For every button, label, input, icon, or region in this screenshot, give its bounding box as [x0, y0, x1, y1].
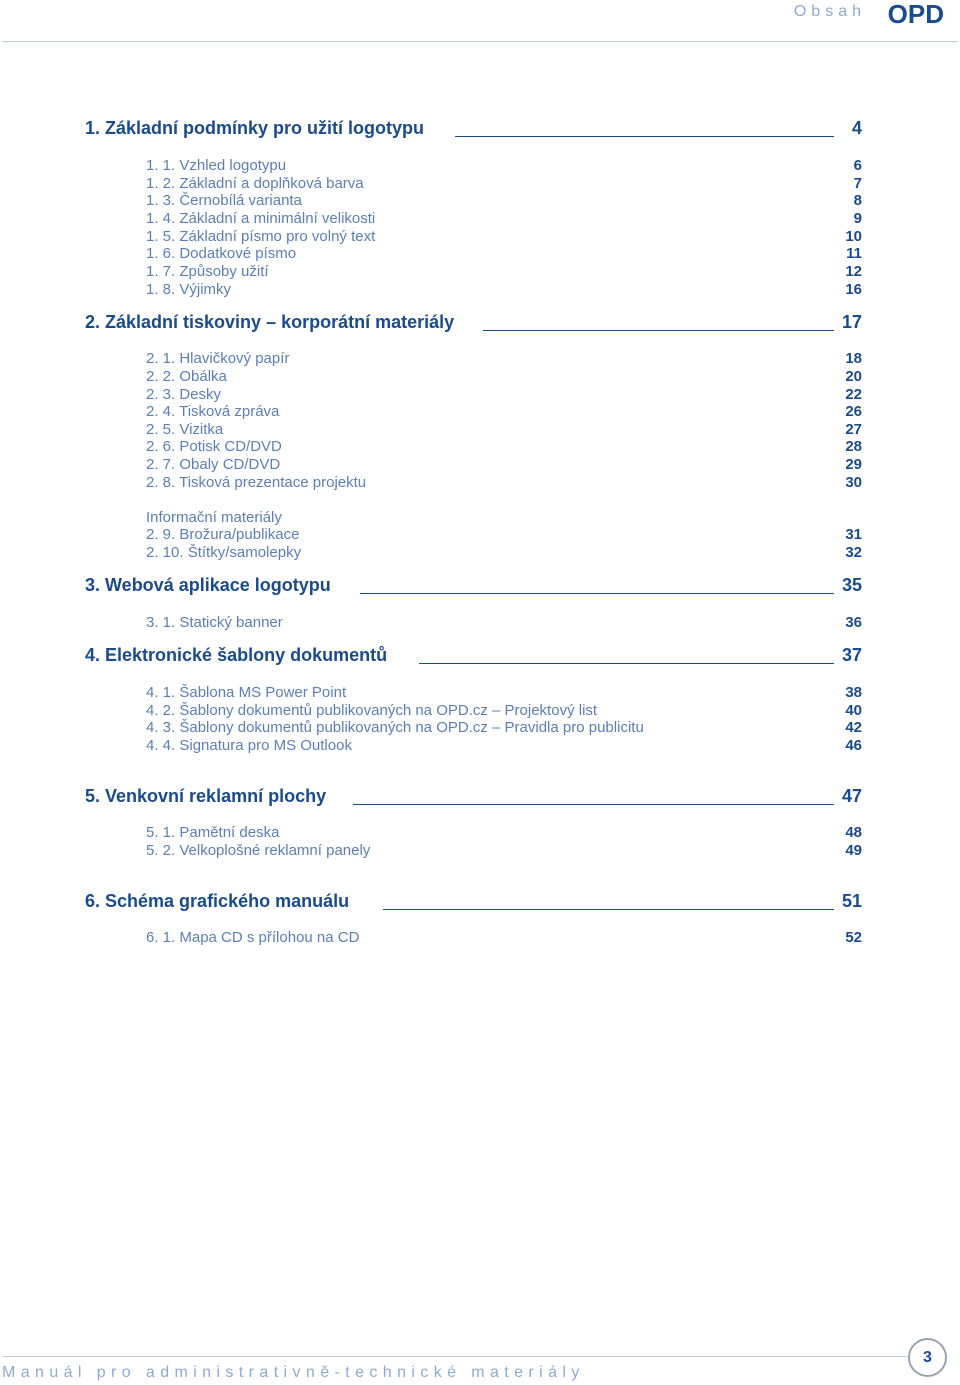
item-page: 8: [853, 192, 862, 209]
page-number-badge: 3: [908, 1338, 947, 1377]
item-title: 2. 8. Tisková prezentace projektu: [146, 474, 367, 491]
item-page: 16: [845, 281, 862, 298]
subheading: Informační materiály: [146, 509, 282, 526]
toc-item[interactable]: [146, 350, 862, 368]
item-page: 28: [845, 438, 862, 455]
item-title: 4. 1. Šablona MS Power Point: [146, 684, 347, 701]
toc-item[interactable]: [146, 456, 862, 474]
item-title: 2. 4. Tisková zpráva: [146, 403, 280, 420]
toc-item[interactable]: [146, 614, 862, 632]
item-title: 1. 2. Základní a doplňková barva: [146, 175, 364, 192]
item-title: 1. 5. Základní písmo pro volný text: [146, 228, 376, 245]
section-title: 2. Základní tiskoviny – korporátní materiály: [85, 312, 455, 332]
page-header: [0, 0, 960, 42]
item-title: 2. 5. Vizitka: [146, 421, 224, 438]
item-page: 12: [845, 263, 862, 280]
leader-line: [383, 909, 834, 910]
leader-line: [353, 804, 834, 805]
item-page: 40: [845, 702, 862, 719]
section-page: 51: [841, 891, 862, 911]
toc-item[interactable]: [146, 192, 862, 210]
item-title: 1. 4. Základní a minimální velikosti: [146, 210, 376, 227]
item-title: 2. 2. Obálka: [146, 368, 227, 385]
item-page: 11: [846, 245, 862, 262]
section-title: 6. Schéma grafického manuálu: [85, 891, 350, 911]
toc-item[interactable]: [146, 526, 862, 544]
toc-item[interactable]: [146, 702, 862, 720]
item-page: 6: [853, 157, 862, 174]
toc-item[interactable]: [146, 175, 862, 193]
toc-item[interactable]: [146, 719, 862, 737]
toc-item[interactable]: [146, 544, 862, 562]
header-divider: [2, 41, 958, 42]
item-title: 4. 4. Signatura pro MS Outlook: [146, 737, 352, 754]
section-title: 4. Elektronické šablony dokumentů: [85, 645, 388, 665]
toc-item[interactable]: [146, 474, 862, 492]
section-title: 5. Venkovní reklamní plochy: [85, 786, 327, 806]
item-title: 2. 10. Štítky/samolepky: [146, 544, 302, 561]
item-title: 1. 3. Černobílá varianta: [146, 192, 302, 209]
item-title: 2. 9. Brožura/publikace: [146, 526, 300, 543]
item-page: 18: [845, 350, 862, 367]
toc-section-6[interactable]: [85, 891, 862, 915]
item-page: 32: [845, 544, 862, 561]
toc-section-3[interactable]: [85, 575, 862, 599]
toc-item[interactable]: [146, 368, 862, 386]
item-page: 29: [845, 456, 862, 473]
item-page: 10: [845, 228, 862, 245]
toc-item[interactable]: [146, 245, 862, 263]
item-title: 1. 6. Dodatkové písmo: [146, 245, 297, 262]
item-title: 2. 6. Potisk CD/DVD: [146, 438, 282, 455]
section-title: 3. Webová aplikace logotypu: [85, 575, 331, 595]
item-page: 27: [845, 421, 862, 438]
toc-item[interactable]: [146, 421, 862, 439]
footer-divider: [2, 1356, 908, 1357]
section-page: 37: [841, 645, 862, 665]
item-title: 4. 2. Šablony dokumentů publikovaných na OPD.cz – Projektový list: [146, 702, 598, 719]
item-title: 5. 2. Velkoplošné reklamní panely: [146, 842, 371, 859]
item-page: 38: [845, 684, 862, 701]
item-page: 31: [845, 526, 862, 543]
item-page: 46: [845, 737, 862, 754]
item-title: 2. 1. Hlavičkový papír: [146, 350, 290, 367]
toc-item[interactable]: [146, 263, 862, 281]
item-page: 20: [845, 368, 862, 385]
leader-line: [360, 593, 834, 594]
item-title: 4. 3. Šablony dokumentů publikovaných na OPD.cz – Pravidla pro publicitu: [146, 719, 644, 736]
section-page: 17: [841, 312, 862, 332]
section-label: Obsah: [793, 3, 866, 20]
item-title: 2. 3. Desky: [146, 386, 222, 403]
item-page: 26: [845, 403, 862, 420]
section-page: 47: [841, 786, 862, 806]
section-title: 1. Základní podmínky pro užití logotypu: [85, 118, 425, 138]
toc-item[interactable]: [146, 929, 862, 947]
toc-item[interactable]: [146, 210, 862, 228]
leader-line: [419, 663, 834, 664]
toc-section-1[interactable]: [85, 118, 862, 142]
item-page: 52: [845, 929, 862, 946]
item-page: 48: [845, 824, 862, 841]
item-page: 22: [845, 386, 862, 403]
toc-item[interactable]: [146, 438, 862, 456]
section-page: 35: [841, 575, 862, 595]
item-title: 1. 7. Způsoby užití: [146, 263, 269, 280]
toc-section-5[interactable]: [85, 786, 862, 810]
toc-item[interactable]: [146, 281, 862, 299]
leader-line: [455, 136, 834, 137]
section-page: 4: [851, 118, 862, 138]
footer-title: Manuál pro administrativně-technické materiály: [2, 1364, 585, 1381]
item-page: 36: [845, 614, 862, 631]
item-title: 5. 1. Pamětní deska: [146, 824, 280, 841]
item-page: 42: [845, 719, 862, 736]
item-page: 49: [845, 842, 862, 859]
item-page: 9: [853, 210, 862, 227]
toc-item[interactable]: [146, 824, 862, 842]
item-title: 1. 1. Vzhled logotypu: [146, 157, 287, 174]
toc-item[interactable]: [146, 842, 862, 860]
opd-logo: OPD: [887, 0, 944, 29]
toc-item[interactable]: [146, 386, 862, 404]
toc-item[interactable]: [146, 737, 862, 755]
item-page: 7: [853, 175, 862, 192]
item-page: 30: [845, 474, 862, 491]
toc-section-4[interactable]: [85, 645, 862, 669]
toc-item[interactable]: [146, 403, 862, 421]
item-title: 1. 8. Výjimky: [146, 281, 232, 298]
toc-section-2[interactable]: [85, 312, 862, 336]
toc-item[interactable]: [146, 684, 862, 702]
item-title: 3. 1. Statický banner: [146, 614, 283, 631]
item-title: 2. 7. Obaly CD/DVD: [146, 456, 281, 473]
toc-item[interactable]: [146, 157, 862, 175]
leader-line: [483, 330, 834, 331]
toc-item[interactable]: [146, 228, 862, 246]
item-title: 6. 1. Mapa CD s přílohou na CD: [146, 929, 360, 946]
